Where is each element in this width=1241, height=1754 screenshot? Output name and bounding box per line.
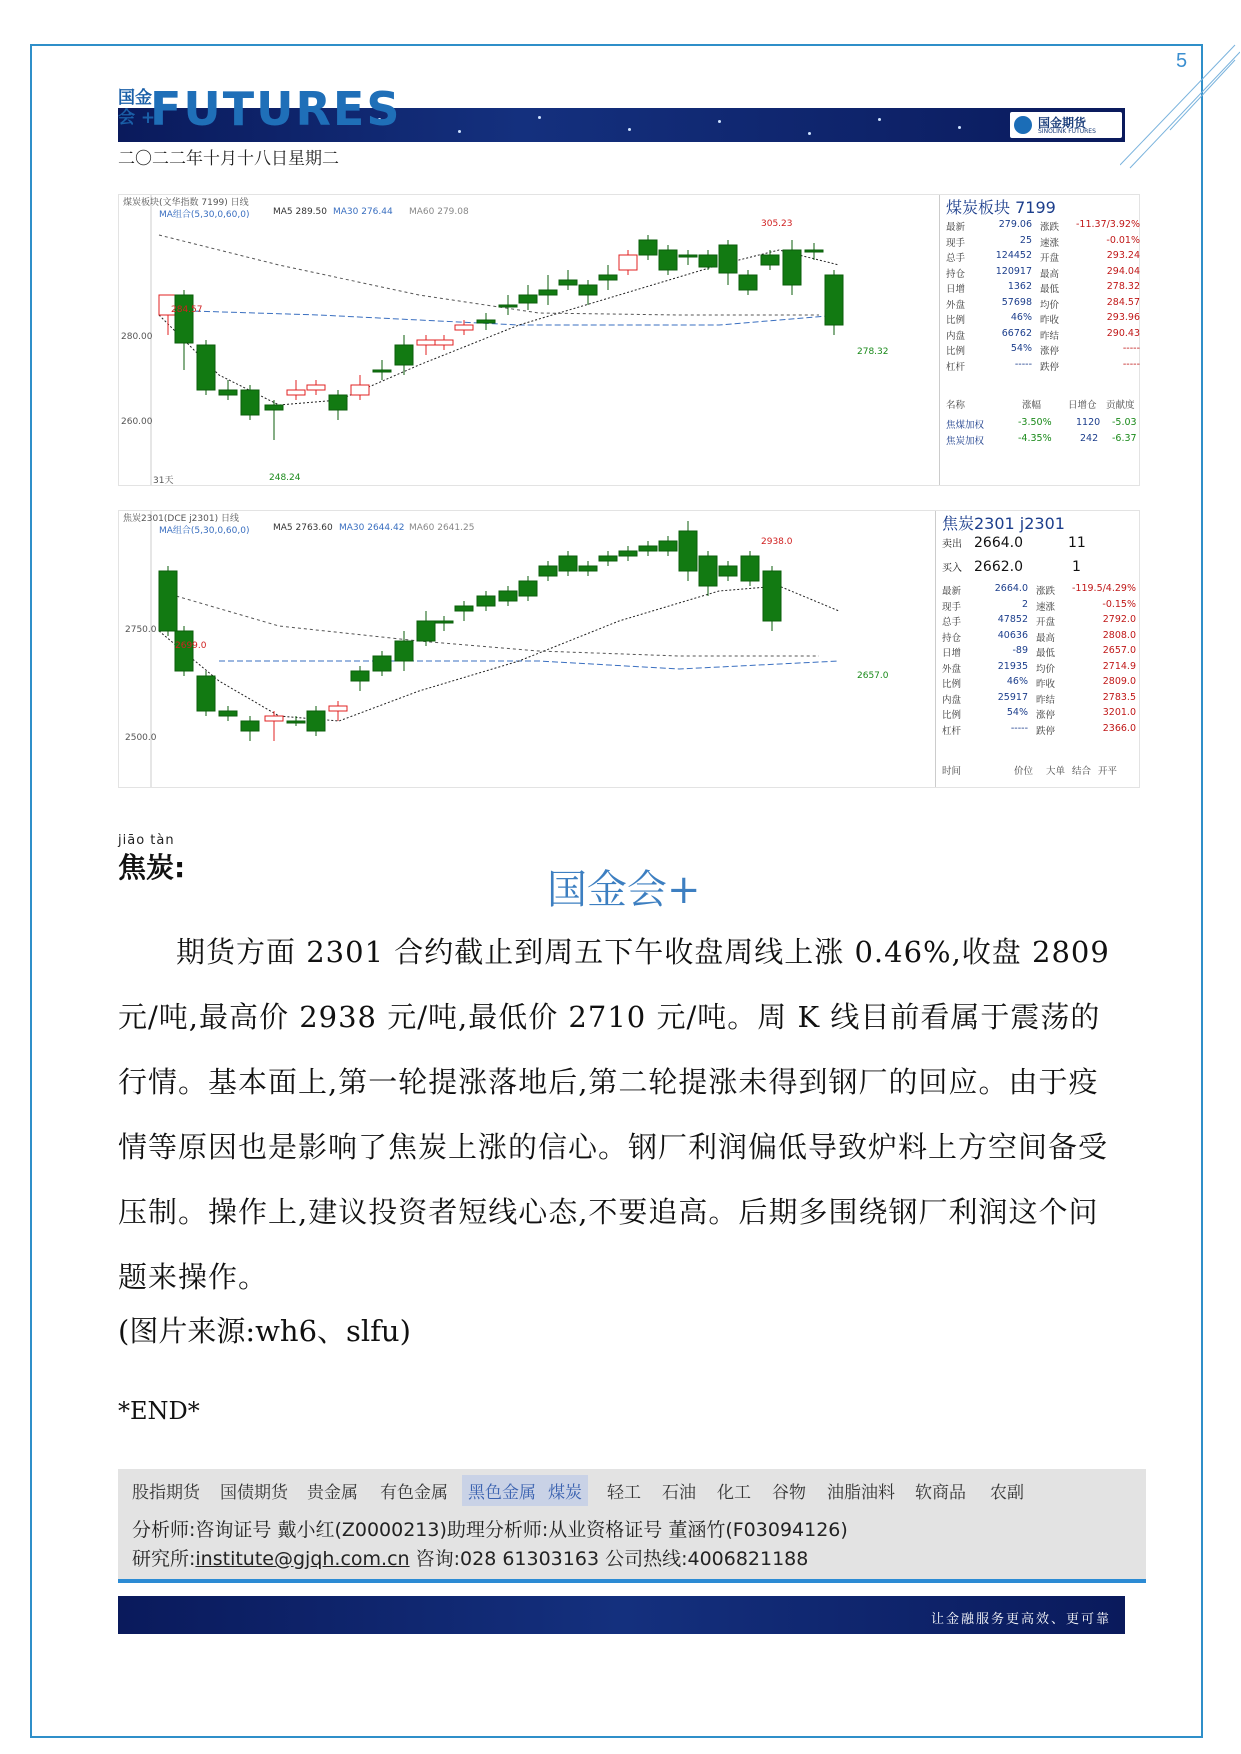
chart2-quote-row: 比例 46% 昨收 2809.0 [942,676,1136,690]
candle [619,250,637,275]
candle [455,601,473,621]
chart1-quote-row: 杠杆 ----- 跌停 ----- [946,358,1140,373]
candle [579,561,597,576]
chart1-quote-row: 外盘 57698 均价 284.57 [946,296,1140,311]
chart1-low-label: 248.24 [269,473,301,483]
heading-pinyin: jiāo tàn [118,833,175,848]
report-date: 二〇二二年十月十八日星期二 [118,149,339,169]
chart1-ma-group: MA组合(5,30,0,60,0) [159,210,250,220]
chart1-table-header: 名称 涨幅 日增仓 贡献度 [946,400,1135,411]
chart1-table-row: 焦炭加权 -4.35% 242 -6.37 [946,433,1137,447]
ma-line [159,586,839,721]
image-source: (图片来源:wh6、slfu) [118,1314,411,1348]
watermark: 国金会+ [547,867,701,913]
chart2-ma60: MA60 2641.25 [409,523,475,533]
nav-item[interactable]: 化工 [717,1483,751,1503]
candle [287,380,305,400]
candle [435,616,453,631]
candle [159,295,177,335]
candle [219,706,237,721]
footer-divider [118,1579,1146,1583]
candle [329,390,347,420]
chart1-quote-row: 日增 1362 最低 278.32 [946,281,1140,295]
candle [477,591,495,611]
candle [417,611,435,646]
candle [699,250,717,270]
candle [741,551,759,586]
candle [783,240,801,295]
corner-decoration [1120,40,1240,170]
nav-item[interactable]: 谷物 [772,1483,806,1503]
candle [763,566,781,631]
candle [373,360,391,380]
chart1-ma30: MA30 276.44 [333,207,393,217]
analysis-paragraph [118,920,1128,1310]
analyst-line: 分析师:咨询证号 戴小红(Z0000213)助理分析师:从业资格证号 董涵竹(F03094126) [132,1519,848,1541]
candle [307,380,325,395]
candle [639,541,657,556]
chart1-left-high-label: 284.57 [171,305,203,315]
chart1-quote-row: 最新 279.06 涨跌 -11.37/3.92% [946,219,1140,233]
candle [219,380,237,400]
candle [599,265,617,290]
logo-line2: 会 + [118,108,156,128]
chart1-ytick-0: 280.00 [121,332,153,342]
candle [197,671,215,716]
header-wordmark: FUTURES [150,82,402,136]
chart2-high-label: 2938.0 [761,537,793,547]
candle [307,706,325,736]
nav-item[interactable]: 有色金属 [380,1483,448,1503]
chart1-panel-title: 煤炭板块 7199 [946,198,1056,217]
candle [499,295,517,315]
candle [197,340,215,395]
candle [287,716,305,726]
chart2-quote-row: 现手 2 速涨 -0.15% [942,598,1136,613]
candle [761,250,779,270]
candle [175,290,193,370]
chart2-ma5: MA5 2763.60 [273,523,333,533]
nav-item[interactable]: 股指期货 [132,1483,200,1503]
coke-futures-chart [118,510,1140,788]
chart2-toolbar: 焦炭2301(DCE j2301) 日线 [123,514,239,524]
chart2-quote-row: 内盘 25917 昨结 2783.5 [942,691,1136,706]
candle [559,551,577,576]
chart1-quote-row: 比例 46% 昨收 293.96 [946,312,1140,326]
chart2-ma30: MA30 2644.42 [339,523,405,533]
candle [435,335,453,350]
candle [579,280,597,305]
candle [329,701,347,721]
candle [265,400,283,440]
coal-candlestick-svg [119,195,939,485]
candle [519,285,537,310]
chart2-panel-title: 焦炭2301 j2301 [942,514,1065,533]
nav-item[interactable]: 煤炭 [542,1475,588,1506]
end-marker: *END* [118,1397,200,1425]
institute-line: 研究所:institute@gjqh.com.cn 咨询:028 61303163 公司热线:4006821188 [132,1548,809,1570]
page-number: 5 [1176,50,1188,72]
candle [395,631,413,671]
chart2-left-high-label: 2699.0 [175,641,207,651]
candle [825,270,843,335]
candle [373,651,391,676]
nav-item[interactable]: 贵金属 [307,1483,358,1503]
nav-item[interactable]: 油脂油料 [827,1483,895,1503]
chart2-quote-row: 最新 2664.0 涨跌 -119.5/4.29% [942,583,1136,597]
chart2-quote-row: 总手 47852 开盘 2792.0 [942,614,1136,628]
chart2-quote-row: 杠杆 ----- 跌停 2366.0 [942,722,1136,737]
chart1-quote-row: 总手 124452 开盘 293.24 [946,250,1140,264]
section-heading: 焦炭: [118,851,186,884]
candle [639,235,657,260]
chart1-ma5: MA5 289.50 [273,207,327,217]
chart2-quote-row: 比例 54% 涨停 3201.0 [942,707,1136,721]
category-nav [118,1469,1146,1509]
candle [559,270,577,290]
chart1-bottom-label: 31天 [153,476,174,486]
chart2-quote-row: 日增 -89 最低 2657.0 [942,645,1136,659]
candle [719,240,737,285]
footer-band [118,1596,1125,1634]
candle [679,521,697,581]
logo-line1: 国金 [118,88,152,108]
chart2-quote-row: 持仓 40636 最高 2808.0 [942,629,1136,644]
chart1-quote-row: 现手 25 速涨 -0.01% [946,234,1140,249]
candle [659,536,677,556]
brand-en: SINOLINK FUTURES [1038,128,1096,135]
chart2-last-label: 2657.0 [857,671,889,681]
candle [241,716,259,741]
footer-slogan: 让金融服务更高效、更可靠 [930,1612,1111,1627]
candle [539,275,557,305]
chart2-buy-row: 买入 2662.0 1 [942,559,1081,575]
institute-email-link[interactable]: institute@gjqh.com.cn [195,1548,410,1570]
chart1-table-row: 焦煤加权 -3.50% 1120 -5.03 [946,417,1137,431]
ma-line [159,310,839,325]
chart2-ma-group: MA组合(5,30,0,60,0) [159,526,250,536]
chart1-ma60: MA60 279.08 [409,207,469,217]
candle [719,561,737,581]
candle [659,245,677,275]
nav-item[interactable]: 软商品 [915,1483,966,1503]
candle [539,561,557,581]
candle [477,313,495,330]
candle [499,586,517,606]
candle [679,250,697,265]
candle [619,546,637,561]
candle [739,270,757,295]
ma-line [219,661,839,669]
chart1-quote-row: 持仓 120917 最高 294.04 [946,265,1140,280]
chart2-quote-panel [935,511,1138,787]
chart2-ytick-0: 2750.0 [125,625,157,635]
candle [351,666,369,691]
coal-sector-chart [118,194,1140,486]
chart1-quote-row: 比例 54% 涨停 ----- [946,343,1140,357]
brand-name: 国金期货 [1038,116,1087,130]
chart1-quote-panel [939,195,1138,485]
candle [417,335,435,355]
chart2-ytick-1: 2500.0 [125,733,157,743]
candle [265,711,283,741]
nav-item[interactable]: 国债期货 [220,1483,288,1503]
brand-logo-icon [1014,116,1032,134]
candle [805,243,823,260]
candle [159,566,177,636]
chart2-panel-footer: 时间 价位 大单 结合 开平 [942,766,1118,777]
nav-item[interactable]: 农副 [990,1483,1024,1503]
chart1-quote-row: 内盘 66762 昨结 290.43 [946,327,1140,342]
candle [699,551,717,596]
contact-info [118,1509,1146,1579]
nav-item[interactable]: 轻工 [607,1483,641,1503]
chart1-ytick-1: 260.00 [121,417,153,427]
candle [599,551,617,566]
candle [519,576,537,601]
brand-badge [1010,112,1122,138]
nav-item[interactable]: 黑色金属 [462,1475,542,1506]
chart2-quote-row: 外盘 21935 均价 2714.9 [942,660,1136,675]
coke-candlestick-svg [119,511,939,787]
candle [241,385,259,420]
nav-item[interactable]: 石油 [662,1483,696,1503]
chart1-last-label: 278.32 [857,347,889,357]
chart1-high-label: 305.23 [761,219,793,229]
analysis-text: 期货方面 2301 合约截止到周五下午收盘周线上涨 0.46%,收盘 2809 元/吨,最高价 2938 元/吨,最低价 2710 元/吨。周 K 线目前看属于震荡的行情。基本面上,第一轮提涨落地后,第二轮提涨未得到钢厂的回应。由于疫情等原因也是影响了焦炭上涨的信心。钢厂利润偏低导致炉料上方空间备受压制。操作上,建议投资者短线心态,不要追高。后期多围绕钢厂利润这个问题来操作。 [118,935,1110,1294]
chart2-sell-row: 卖出 2664.0 11 [942,535,1086,551]
candle [351,375,369,400]
chart1-toolbar: 煤炭板块(文华指数 7199) 日线 [123,198,249,208]
candle [175,626,193,676]
